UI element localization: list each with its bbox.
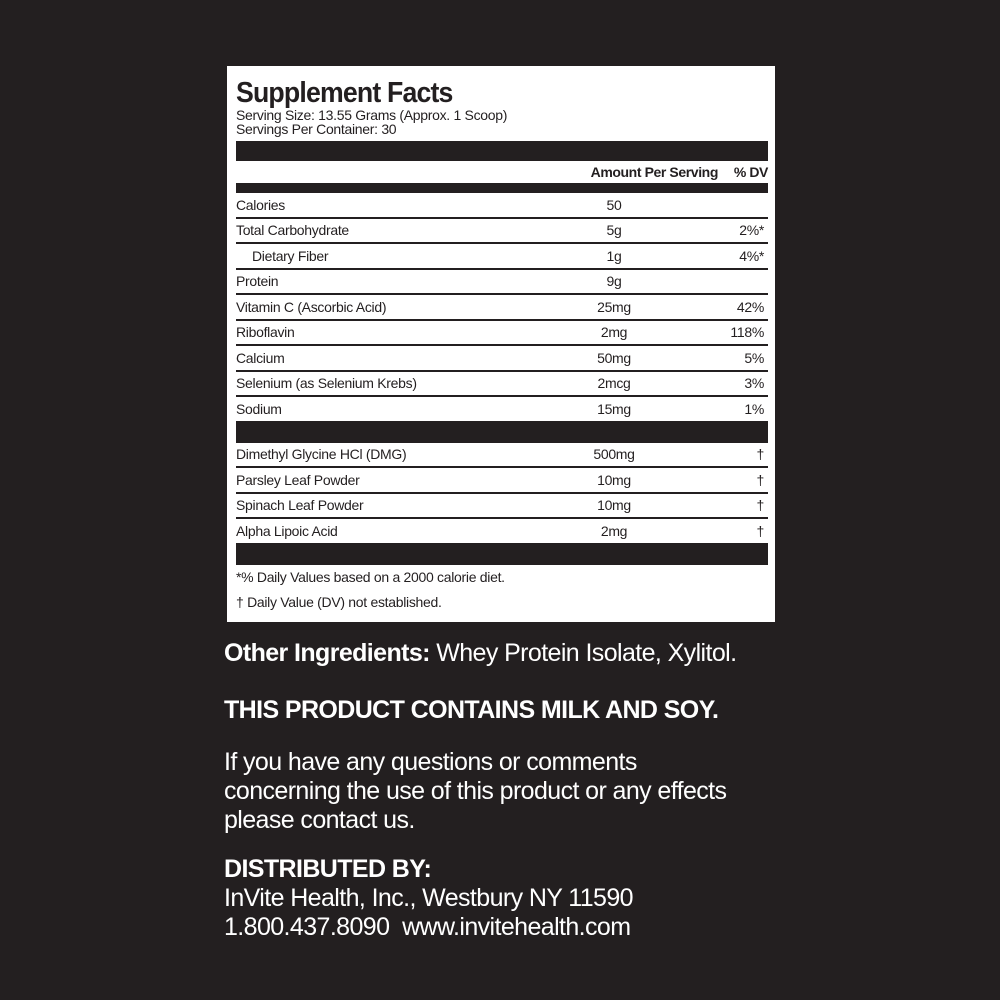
serving-size: Serving Size: 13.55 Grams (Approx. 1 Scoop) [236, 107, 508, 123]
supplement-facts-panel [227, 66, 775, 622]
amount-per-serving-header: Amount Per Serving [590, 164, 718, 180]
allergen-statement: THIS PRODUCT CONTAINS MILK AND SOY. [224, 696, 719, 724]
other-ingredients-value: Whey Protein Isolate, Xylitol. [429, 639, 737, 667]
divider-bar [236, 141, 768, 161]
supplement-facts-title: Supplement Facts [236, 77, 453, 109]
table-row: Selenium (as Selenium Krebs) 2mcg 3% [236, 372, 768, 398]
table-row: Vitamin C (Ascorbic Acid) 25mg 42% [236, 295, 768, 321]
distributor-info [224, 855, 924, 942]
footnote-dagger: † Daily Value (DV) not established. [236, 593, 442, 610]
footnote-daily-values: *% Daily Values based on a 2000 calorie diet. [236, 568, 505, 585]
other-ingredients-label: Other Ingredients: [224, 639, 430, 667]
table-row: Dimethyl Glycine HCl (DMG) 500mg † [236, 443, 768, 469]
daily-value-header: % DV [733, 164, 768, 180]
table-row: Parsley Leaf Powder 10mg † [236, 468, 768, 494]
distributor-contact: 1.800.437.8090 www.invitehealth.com [224, 913, 631, 941]
table-row: Riboflavin 2mg 118% [236, 321, 768, 347]
distributor-label: DISTRIBUTED BY: [224, 855, 432, 883]
divider-bar [236, 543, 768, 565]
other-ingredient-list [236, 443, 768, 543]
servings-per-container: Servings Per Container: 30 [236, 121, 397, 137]
questions-notice: If you have any questions or comments concerning the use of this product or any effects please contact us. [224, 748, 727, 834]
nutrient-list [236, 193, 768, 421]
table-row: Alpha Lipoic Acid 2mg † [236, 522, 764, 539]
table-row: Dietary Fiber 1g 4%* [236, 244, 768, 270]
facts-header-row [236, 161, 768, 193]
table-row: Protein 9g [236, 270, 768, 296]
other-ingredients [224, 636, 924, 670]
label-text-block [224, 636, 924, 942]
table-row: Total Carbohydrate 5g 2%* [236, 219, 768, 245]
table-row: Calcium 50mg 5% [236, 346, 768, 372]
table-row: Calories 50 [236, 193, 768, 219]
table-row: Sodium 15mg 1% [236, 400, 764, 417]
distributor-address: InVite Health, Inc., Westbury NY 11590 [224, 884, 633, 912]
divider-bar [236, 421, 768, 443]
table-row: Spinach Leaf Powder 10mg † [236, 494, 768, 520]
